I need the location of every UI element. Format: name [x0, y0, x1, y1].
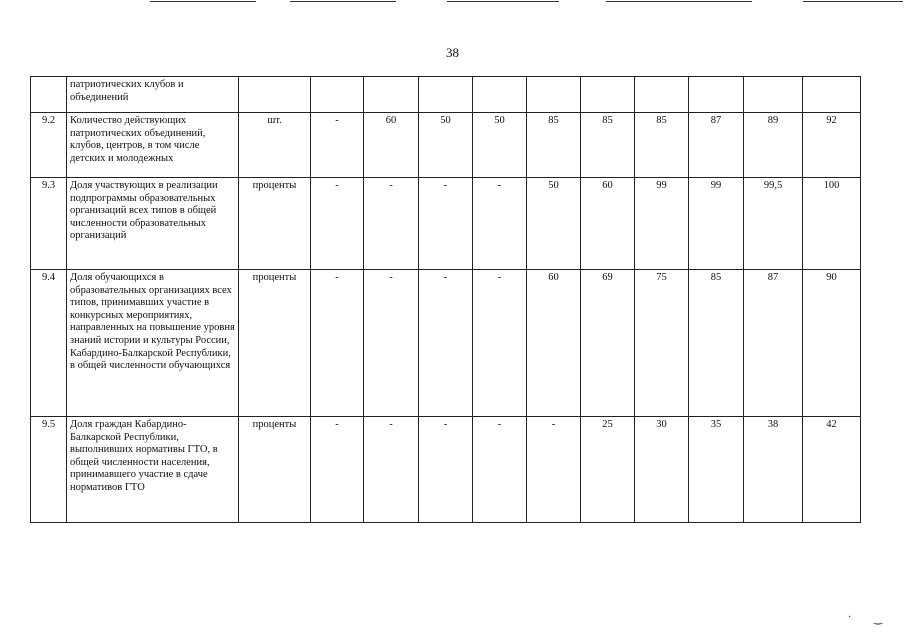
row-number-cell: 9.3: [31, 178, 67, 270]
value-cell: -: [473, 270, 527, 417]
value-cell: -: [419, 178, 473, 270]
table-row: [31, 178, 861, 270]
row-number-cell: 9.5: [31, 417, 67, 523]
value-cell: 50: [473, 113, 527, 178]
value-cell: 100: [803, 178, 861, 270]
value-cell: -: [364, 417, 419, 523]
header-rule-3: [447, 1, 559, 2]
table-row: [31, 270, 861, 417]
value-cell: -: [364, 270, 419, 417]
indicator-name-cell: патриотических клубов и объединений: [67, 77, 239, 113]
value-cell: -: [311, 270, 364, 417]
value-cell: 99,5: [744, 178, 803, 270]
value-cell: -: [527, 417, 581, 523]
value-cell: [803, 77, 861, 113]
value-cell: 25: [581, 417, 635, 523]
value-cell: -: [311, 113, 364, 178]
header-rule-4: [606, 1, 752, 2]
value-cell: 50: [419, 113, 473, 178]
value-cell: [311, 77, 364, 113]
value-cell: -: [419, 417, 473, 523]
value-cell: 60: [581, 178, 635, 270]
value-cell: 89: [744, 113, 803, 178]
value-cell: [527, 77, 581, 113]
header-rule-5: [803, 1, 903, 2]
value-cell: [689, 77, 744, 113]
table-row: [31, 417, 861, 523]
scan-mark: ‿: [874, 614, 883, 625]
value-cell: 50: [527, 178, 581, 270]
indicator-name-cell: Доля граждан Кабардино-Балкарской Республики, выполнивших нормативы ГТО, в общей численности населения, принимавшего участие в сдаче нормативов ГТО: [67, 417, 239, 523]
value-cell: 75: [635, 270, 689, 417]
unit-cell: проценты: [239, 417, 311, 523]
indicator-name-cell: Доля обучающихся в образовательных организациях всех типов, принимавших участие в конкурсных мероприятиях, направленных на повышение уровня знаний истории и культуры России, Кабардино-Балкарской Республики, в общей численности обучающихся: [67, 270, 239, 417]
value-cell: [635, 77, 689, 113]
header-rule-1: [150, 1, 256, 2]
value-cell: -: [311, 178, 364, 270]
value-cell: 87: [744, 270, 803, 417]
value-cell: 99: [635, 178, 689, 270]
value-cell: 60: [527, 270, 581, 417]
value-cell: 85: [635, 113, 689, 178]
value-cell: 69: [581, 270, 635, 417]
unit-cell: проценты: [239, 270, 311, 417]
unit-cell: [239, 77, 311, 113]
unit-cell: шт.: [239, 113, 311, 178]
value-cell: 35: [689, 417, 744, 523]
value-cell: -: [311, 417, 364, 523]
value-cell: -: [419, 270, 473, 417]
table-row: [31, 77, 861, 113]
value-cell: [419, 77, 473, 113]
value-cell: [473, 77, 527, 113]
unit-cell: проценты: [239, 178, 311, 270]
value-cell: -: [473, 417, 527, 523]
value-cell: -: [473, 178, 527, 270]
value-cell: [364, 77, 419, 113]
value-cell: 85: [527, 113, 581, 178]
value-cell: [744, 77, 803, 113]
value-cell: 92: [803, 113, 861, 178]
page-number: 38: [446, 45, 459, 60]
value-cell: 30: [635, 417, 689, 523]
indicators-table: [30, 76, 861, 523]
value-cell: 42: [803, 417, 861, 523]
value-cell: 85: [689, 270, 744, 417]
value-cell: 85: [581, 113, 635, 178]
row-number-cell: 9.2: [31, 113, 67, 178]
row-number-cell: [31, 77, 67, 113]
value-cell: -: [364, 178, 419, 270]
value-cell: 90: [803, 270, 861, 417]
indicator-name-cell: Доля участвующих в реализации подпрограммы образовательных организаций всех типов в общей численности образовательных организаций: [67, 178, 239, 270]
value-cell: 38: [744, 417, 803, 523]
header-rule-2: [290, 1, 396, 2]
value-cell: 60: [364, 113, 419, 178]
table-row: [31, 113, 861, 178]
value-cell: [581, 77, 635, 113]
value-cell: 99: [689, 178, 744, 270]
scan-mark: ·: [848, 612, 852, 623]
row-number-cell: 9.4: [31, 270, 67, 417]
value-cell: 87: [689, 113, 744, 178]
indicator-name-cell: Количество действующих патриотических объединений, клубов, центров, в том числе детских и молодежных: [67, 113, 239, 178]
